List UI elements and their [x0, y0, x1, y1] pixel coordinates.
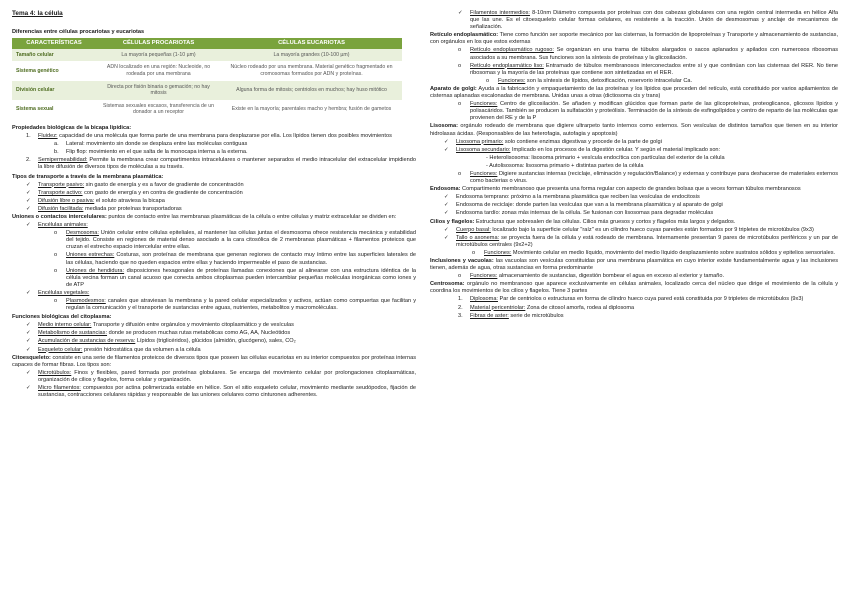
row-label: División celular	[12, 81, 96, 100]
term-label: Micro filamentos:	[38, 385, 81, 392]
term-label: Funciones:	[498, 77, 526, 84]
term-text: disposiciones hexagonales de proteínas llamadas conexiones que al alinearse con una estructura idéntica de la célula vecina forman un canal acuoso que conecta ambos citoplasmas pueden intercambiar pequeñas moléculas inorgánicas como iones y de ATP	[66, 267, 416, 288]
term-label: Retículo endoplasmático rugoso:	[470, 47, 554, 54]
list-item	[12, 385, 416, 399]
term-text: las vacuolas son vesículas constituidas por una membrana plasmática en cuyo interior existe fundamentalmente agua y las inclusiones tienen, además de agua, otras sustancias en forma predominante	[430, 258, 838, 272]
sub-item: - Heterolisosoma: lisosoma primario + vesícula endocítica con partículas del exterior de la célula	[486, 154, 725, 161]
term-label: Transporte pasivo:	[38, 181, 85, 188]
table-row	[12, 61, 402, 80]
check-icon: ✓	[26, 289, 31, 296]
list-item	[12, 298, 416, 312]
term-label: Endosoma:	[430, 186, 461, 193]
table-header-cell: CÉLULAS EUCARIOTAS	[221, 38, 402, 49]
term-text: Zona de citosol amorfa, rodea al diplosoma	[525, 304, 635, 311]
check-icon: ✓	[26, 197, 31, 204]
paragraph-endosoma	[430, 186, 838, 193]
term-text: Endosoma temprano: próximo a la membrana plasmática que reciben las vesículas de endocitosis	[456, 194, 700, 201]
term-text: Entramado de túbulos membranosos interconectados entre sí y que continúan con las cisternas del RER. No tiene ribosomas y la mayoría de las proteínas que contiene son sintetizadas en el RER.	[470, 62, 838, 76]
table-cell: La mayoría pequeñas (1-10 µm)	[96, 49, 221, 62]
list-item	[430, 78, 838, 85]
term-text: compuestos por actina polimerizada estable en hélice. Son el sitio esqueleto celular, movimiento mediante seudópodos, fijación de sustancias, contracciones celulares rápidas y responsable de las uniones celulares como cinturones adherentes.	[38, 385, 416, 399]
check-icon: ✓	[444, 146, 449, 153]
term-label: Funciones:	[470, 273, 498, 280]
term-text: Costuras, son proteínas de membrana que generan regiones de contacto muy íntimo entre las superficies laterales de las células, haciendo que no queden espacios entre ellas y haciendo impermeable el paso de sustancias.	[66, 252, 416, 266]
list-item	[430, 63, 838, 77]
table-cell: Directa por fisión binaria o gemación; no hay mitosis	[96, 81, 221, 100]
list-item	[12, 230, 416, 251]
list-item	[12, 290, 416, 297]
term-label: Lisosoma primario:	[456, 138, 504, 145]
check-icon: ✓	[444, 234, 449, 241]
term-label: Funciones:	[470, 101, 498, 108]
check-icon: ✓	[26, 330, 31, 337]
term-label: Diplosoma:	[470, 296, 498, 303]
term-label: Difusión libre o pasiva:	[38, 197, 95, 204]
list-item	[12, 182, 416, 189]
paragraph-inclusiones	[430, 258, 838, 272]
term-label: Lisosoma secundario:	[456, 146, 511, 153]
list-item	[430, 273, 838, 280]
table-header-cell: CARACTERÍSTICAS	[12, 38, 96, 49]
term-text: Par de centriolos o estructuras en forma de cilindro hueco cuya pared está constituida por 9 tripletes de microtúbulos (9x3)	[497, 296, 804, 303]
list-item	[430, 250, 838, 257]
term-text: puntos de contacto entre las membranas plasmáticas de la célula o entre células y matriz extracelular se dividen en:	[106, 213, 397, 220]
list-item	[12, 222, 416, 229]
term-label: Retículo endoplasmático liso:	[470, 62, 544, 69]
term-text: orgánulo no membranoso que aparece exclusivamente en células animales, localizado cerca del núcleo que dirige el movimiento de la célula y coordina los movimientos de los cilios y flagelos. Tiene 3 partes	[430, 281, 838, 295]
section-heading-funciones: Funciones biológicas del citoplasma:	[12, 314, 112, 321]
check-icon: ✓	[26, 205, 31, 212]
paragraph-reticulo	[430, 32, 838, 46]
term-text: Estructuras que sobresalen de las células. Cilios más gruesos y cortos y flagelos más largos y delgados.	[474, 218, 736, 225]
check-icon: ✓	[26, 346, 31, 353]
check-icon: ✓	[26, 189, 31, 196]
term-label: Esqueleto celular:	[38, 346, 83, 353]
term-text: Permite la membrana crear compartimentos intracelulares o mantener separados el medio intracelular del extracelular impidiendo la libre difusión de diversos tipos de moléculas a su través.	[38, 157, 416, 171]
circle-bullet-icon: o	[54, 298, 58, 304]
list-item	[12, 190, 416, 197]
list-item	[12, 133, 416, 140]
check-icon: ✓	[444, 138, 449, 145]
term-text: Transporte y difusión entre orgánulos y movimiento citoplasmático y de vesículas	[91, 322, 294, 329]
table-header-cell: CÉLULAS PROCARIOTAS	[96, 38, 221, 49]
circle-bullet-icon: o	[472, 249, 476, 256]
term-label: Retículo endoplasmático:	[430, 32, 499, 39]
term-text: Lípidos (triglicéridos), glúcidos (almidón, glucógeno), sales, CO₂	[135, 338, 296, 345]
term-text: con gasto de energía y en contra de gradiente de concentración	[82, 189, 243, 196]
term-text: localizado bajo la superficie celular "raíz" es un cilindro hueco cuyas paredes están formados por 9 tripletes de microtúbulos (9x3)	[490, 226, 814, 233]
paragraph-golgi	[430, 86, 838, 100]
paragraph-centrosoma	[430, 281, 838, 295]
list-item	[12, 149, 416, 156]
term-label: Lisosoma:	[430, 123, 458, 130]
term-text: mediada por proteínas transportadoras	[83, 205, 182, 212]
circle-bullet-icon: o	[458, 170, 462, 177]
table-cell: Existe en la mayoría; parentales macho y hembra; fusión de gametos	[221, 100, 402, 119]
table-cell: Alguna forma de mitosis; centriolos en muchos; hay huso mitótico	[221, 81, 402, 100]
term-text: canales que atraviesan la membrana y la pared celular especializados y activos, actúan como compuertas que facilitan y regulan la comunicación y el transporte de sustancias entre aguas, nutrientes, metabolitos y macromoléculas.	[66, 298, 416, 312]
term-text: Movimiento celular en medio líquido, movimiento del medio líquido desplazamiento sobre sustratos sólidos y epitelios sensoriales.	[511, 249, 836, 256]
term-text: Flip flop: movimiento en el que salta de la monocapa interna a la externa.	[66, 149, 248, 156]
list-number: 1.	[26, 133, 31, 140]
term-text: Ayuda a la fabricación y empaquetamiento de las proteínas y los lípidos que proceden del retículo, está constituido por varios apilamientos de cisternas aplanadas escalonadas de membrana. Unidas unas a otras (dictiosoma cis y trans)	[430, 85, 839, 100]
term-text: son la síntesis de lípidos, detoxificación, reservorio intracelular Ca.	[525, 77, 693, 84]
section-heading-bicapa: Propiedades biológicas de la bicapa lipídica:	[12, 124, 132, 131]
term-label: Aparato de golgi:	[430, 85, 477, 92]
term-text: Digiere sustancias internas (reciclaje, eliminación y regulación/Balance) y externas y contribuye para deshacerse de materiales externos como bacterias o virus.	[470, 170, 838, 185]
term-label: Metabolismo de sustancias:	[38, 330, 108, 337]
term-text: Endosoma tardío: zonas más internas de la célula. Se fusionan con lisosomas para degradar moléculas	[456, 210, 714, 217]
circle-bullet-icon: o	[54, 252, 58, 259]
term-label: Citoesqueleto:	[12, 354, 51, 361]
term-text: Lateral: movimiento sin donde se desplaza entre las moléculas contiguas	[66, 141, 248, 148]
table-header-row	[12, 38, 402, 49]
check-icon: ✓	[444, 210, 449, 217]
term-text: el soluto atraviesa la bicapa	[94, 197, 165, 204]
term-label: Difusión facilitada:	[38, 205, 84, 212]
paragraph-cilios	[430, 219, 838, 226]
list-item	[12, 330, 416, 337]
term-text: se proyecta fuera de la célula y está rodeado de membrana. Internamente presentan 9 pares de microtúbulos periféricos y un par de microtúbulos centrales (9x2+2)	[456, 234, 838, 248]
table-row	[12, 49, 402, 62]
list-item	[12, 206, 416, 213]
list-item	[12, 370, 416, 384]
term-label: Medio interno celular:	[38, 322, 92, 329]
term-label: Material pericentriolar:	[470, 304, 526, 311]
list-number: 2.	[26, 157, 31, 164]
term-label: Acumulación de sustancias de reserva:	[38, 338, 136, 345]
list-item	[430, 296, 838, 303]
term-label: Uniones estrechas:	[66, 252, 115, 259]
term-text: Endosoma de reciclaje: donde parten las vesículas que van a la membrana plasmática y al aparato de golgi	[456, 202, 723, 209]
table-cell: ADN localizado en una región: Nucleoide, no rodeada por una membrana	[96, 61, 221, 80]
comparison-table	[12, 38, 402, 119]
term-label: Uniones de hendidura:	[66, 267, 125, 274]
circle-bullet-icon: o	[458, 273, 462, 280]
list-item	[430, 313, 838, 320]
term-text: 8-10nm Diámetro compuesta por proteínas con dos cabezas globulares con una región central intermedia en hélice Alfa que las une. Es el citoesqueleto celular formas celulares, es resistente a la tracción. Unión de desmosomas y anclaje de mecanismos de señalización.	[470, 10, 838, 31]
term-text: presión hidrostática que da volumen a la célula	[82, 346, 201, 353]
term-label: Uniones o contactos intercelulares:	[12, 213, 107, 220]
section-heading-transporte: Tipos de transporte a través de la membrana plasmática:	[12, 173, 164, 180]
check-icon: ✓	[26, 322, 31, 329]
list-item	[430, 139, 838, 146]
term-text: sin gasto de energía y es a favor de gradiente de concentración	[84, 181, 244, 188]
paragraph-uniones	[12, 214, 416, 221]
paragraph-lisosoma	[430, 123, 838, 137]
list-item	[12, 347, 416, 354]
table-cell: Núcleo rodeado por una membrana. Material genético fragmentado en cromosomas formados por ADN y proteínas.	[221, 61, 402, 80]
page-title: Tema 4: la célula	[12, 10, 63, 17]
check-icon: ✓	[444, 202, 449, 209]
circle-bullet-icon: o	[54, 267, 58, 274]
term-text: Finos y flexibles, pared formada por proteínas globulares. Se encarga del movimiento celular por prolongaciones citoplasmáticas, organización de cilios y flagelos, forma celular y organización.	[38, 369, 416, 383]
list-item	[430, 235, 838, 249]
subheading: Encélulas vegetales:	[38, 289, 90, 296]
check-icon: ✓	[444, 194, 449, 201]
sub-item: - Autolisosoma: lisosoma primario + distintas partes de la célula	[486, 162, 644, 169]
paragraph-citoesqueleto	[12, 355, 416, 369]
term-text: Tiene como función ser soporte mecánico por las cisternas, la formación de lipoproteínas y Transporte y almacenamiento de sustancias, con orgánulos en los que estos externas	[430, 32, 838, 46]
term-label: Inclusiones y vacuolas:	[430, 258, 494, 264]
list-number: 1.	[458, 296, 463, 303]
term-text: solo contiene enzimas digestivas y procede de la parte de golgi	[503, 138, 662, 145]
list-item	[430, 147, 838, 154]
row-label: Sistema genético	[12, 61, 96, 80]
list-item	[430, 47, 838, 61]
list-item	[12, 157, 416, 171]
list-item	[430, 171, 838, 185]
list-number: 3.	[458, 312, 463, 319]
term-label: Filamentos intermedios:	[470, 10, 530, 16]
row-label: Sistema sexual	[12, 100, 96, 119]
term-text: almacenamiento de sustancias, digestión bombear el agua en exceso al exterior y tamaño.	[497, 273, 725, 280]
term-text: Se organizan en una trama de túbulos alargados o sacos aplanados y apilados con numerosos ribosomas asociados a su membrana. Sus funciones son la síntesis de proteínas y la glicosilación.	[470, 47, 839, 61]
list-letter: a.	[54, 141, 59, 148]
term-label: Cilios y flagelos:	[430, 218, 475, 225]
term-label: Funciones:	[470, 170, 498, 177]
check-icon: ✓	[26, 385, 31, 392]
term-label: Plasmodesmos:	[66, 298, 106, 304]
list-item	[430, 101, 838, 122]
right-column	[430, 10, 838, 321]
term-text: serie de microtúbulos	[508, 312, 564, 319]
subheading: Encélulas animales:	[38, 222, 88, 229]
term-label: Tallo o axonema:	[456, 234, 500, 241]
circle-bullet-icon: o	[458, 62, 462, 69]
term-label: Funciones:	[484, 249, 512, 256]
list-item	[12, 198, 416, 205]
check-icon: ✓	[26, 338, 31, 345]
list-item	[430, 10, 838, 31]
list-item	[430, 210, 838, 217]
list-item	[12, 338, 416, 345]
term-label: Fluidez:	[38, 133, 58, 140]
term-label: Transporte activo:	[38, 189, 83, 196]
term-label: Cuerpo basal:	[456, 226, 491, 233]
term-label: Fibras de aster:	[470, 312, 509, 319]
list-item	[12, 141, 416, 148]
check-icon: ✓	[444, 226, 449, 233]
table-heading: Diferencias entre células procariotas y eucariotas	[12, 29, 145, 36]
term-label: Semipermeabilidad:	[38, 157, 88, 164]
circle-bullet-icon: o	[486, 77, 490, 84]
check-icon: ✓	[26, 369, 31, 376]
list-item	[12, 252, 416, 266]
circle-bullet-icon: o	[458, 47, 462, 54]
left-column	[12, 10, 416, 400]
circle-bullet-icon: o	[458, 101, 462, 108]
circle-bullet-icon: o	[54, 230, 58, 237]
list-item	[430, 227, 838, 234]
term-text: Compartimento membranoso que presenta una forma regular con aspecto de grandes bolsas que a veces forman túbulos membranosos	[460, 186, 801, 193]
check-icon: ✓	[458, 10, 463, 16]
list-item	[12, 268, 416, 289]
list-letter: b.	[54, 149, 59, 156]
term-label: Centrosoma:	[430, 281, 465, 288]
term-label: Microtúbulos:	[38, 369, 72, 376]
check-icon: ✓	[26, 222, 31, 229]
term-text: Centro de glicosilación. Se añaden y modifican glúcidos que forman parte de las glicoproteínas, proteoglicanos, glicosos lípidos y polisacáridos. También se producen la sulfatación y proteólisis. Terminación de la síntesis de esfingolípidos y centro de reparto de las moléculas que provienen del RE y de la P	[470, 101, 838, 122]
term-text: Unión celular entre células epiteliales, al mantener las células juntas el desmosoma ofrece resistencia mecánica y estabilidad del tejido. Consiste en regiones de material denso asociado a la cara citosólica de 2 membranas plasmáticas + filamentos proteicos que cruzan el estrecho espacio intercelular entre ellas.	[66, 230, 416, 251]
table-cell: La mayoría grandes (10-100 µm)	[221, 49, 402, 62]
row-label: Tamaño celular	[12, 49, 96, 62]
table-cell: Sistemas sexuales escasos, transferencia de un donador a un receptor	[96, 100, 221, 119]
term-text: Implicado en los procesos de la digestión celular. Y según el material implicado son:	[510, 146, 721, 153]
term-text: donde se producen muchas rutas metabólicas como AG, AA, Nucleótidos	[107, 330, 291, 337]
list-item	[12, 322, 416, 329]
term-text: consiste en una serie de filamentos proteicos de diversos tipos que poseen las células eucariotas en su interior compuestos por proteínas internas capaces de formar fibras. Los tipos son:	[12, 354, 416, 368]
term-label: Desmosoma:	[66, 230, 99, 237]
list-item	[430, 305, 838, 312]
term-text: orgánulo rodeado de membrana que digiere ultrarpeto tanto internos como externos. Son vesículas de distintos tamaños que tienen en su interior hidrolasas ácidas. (Responsables de las heterofagia, autofagia y apoptosis)	[430, 123, 838, 137]
list-item	[430, 202, 838, 209]
term-text: capacidad de una molécula que forma parte de una membrana para desplazarse por ella. Los lípidos tienen dos posibles movimientos	[57, 133, 392, 140]
list-number: 2.	[458, 304, 463, 311]
table-row	[12, 81, 402, 100]
check-icon: ✓	[26, 181, 31, 188]
list-item	[430, 194, 838, 201]
table-row	[12, 100, 402, 119]
